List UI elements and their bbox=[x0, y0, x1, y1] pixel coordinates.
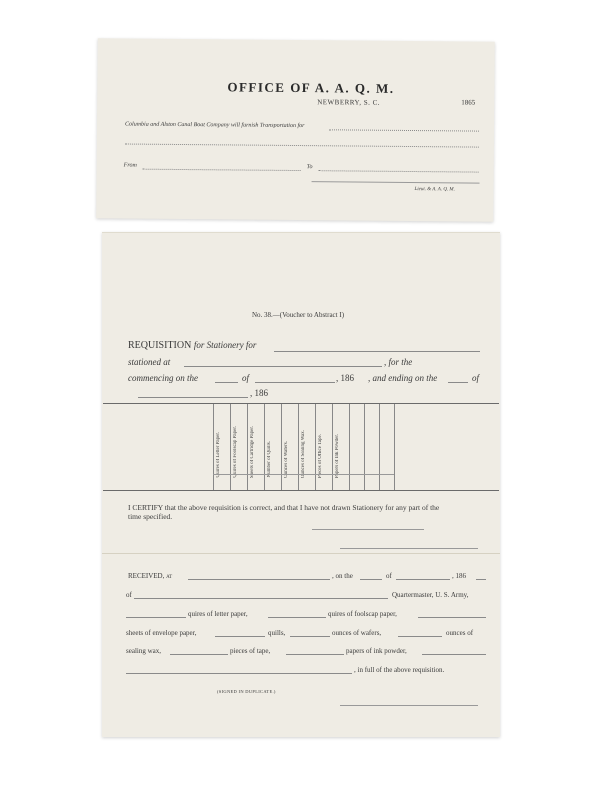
of-label: of bbox=[242, 373, 250, 383]
received-of-line: of bbox=[126, 591, 132, 599]
slip-place: NEWBERRY, S. C. bbox=[317, 98, 381, 107]
table-column bbox=[281, 404, 298, 490]
blank-line bbox=[215, 382, 238, 383]
requisition-line-1 bbox=[128, 340, 256, 351]
signed-duplicate-note: (SIGNED IN DUPLICATE.) bbox=[217, 689, 276, 694]
column-header: Quires of Foolscap Paper. bbox=[233, 426, 238, 478]
slip-to-label: To bbox=[306, 164, 313, 171]
column-header: Quires of Letter Paper. bbox=[216, 432, 221, 478]
blank-line bbox=[448, 382, 468, 383]
ending-label: , and ending on the bbox=[368, 373, 438, 383]
blank-line bbox=[396, 579, 450, 580]
column-header: Pieces of Office Tape. bbox=[318, 433, 323, 478]
slip-transport-line: Columbia and Alston Canal Boat Company will furnish Transportation for bbox=[125, 121, 305, 130]
blank-line bbox=[143, 169, 301, 171]
quills-label: quills, bbox=[268, 629, 286, 637]
full-requisition-label: , in full of the above requisition. bbox=[354, 666, 445, 674]
table-column bbox=[247, 404, 264, 490]
blank-line bbox=[255, 382, 335, 383]
table-column-blank bbox=[379, 404, 395, 490]
certify-text-2: time specified. bbox=[128, 512, 173, 521]
ounces-label: ounces of bbox=[446, 629, 474, 637]
blank-line bbox=[476, 579, 486, 580]
blank-line bbox=[360, 579, 382, 580]
column-header: Ounces of Sealing Wax. bbox=[301, 429, 306, 478]
year-label: , 186 bbox=[336, 373, 354, 383]
column-header: Ounces of Wafers. bbox=[284, 441, 289, 478]
table-column bbox=[264, 404, 281, 490]
table-total-row bbox=[213, 474, 394, 475]
tape-label: pieces of tape, bbox=[230, 647, 271, 655]
column-header: Papers of Ink Powder. bbox=[335, 433, 340, 478]
year-label-2: , 186 bbox=[250, 388, 268, 398]
table-column bbox=[332, 404, 349, 490]
received-year-label: , 186 bbox=[452, 572, 466, 580]
table-column-blank bbox=[364, 404, 379, 490]
requisition-form bbox=[102, 232, 500, 737]
fold-crease bbox=[102, 553, 500, 554]
blank-line bbox=[170, 654, 228, 655]
blank-line bbox=[329, 129, 479, 131]
table-column bbox=[213, 404, 230, 490]
signature-line bbox=[312, 529, 424, 530]
blank-line bbox=[418, 617, 486, 618]
blank-line bbox=[398, 636, 442, 637]
column-header: Number of Quills. bbox=[267, 441, 272, 478]
slip-title: OFFICE OF A. A. Q. M. bbox=[227, 79, 395, 96]
table-column bbox=[230, 404, 247, 490]
blank-line bbox=[422, 654, 486, 655]
certify-text: I CERTIFY that the above requisition is correct, and that I have not drawn Stationery for any part of the bbox=[128, 503, 440, 512]
blank-line bbox=[215, 636, 265, 637]
blank-line bbox=[274, 351, 480, 352]
quires-foolscap-label: quires of foolscap paper, bbox=[328, 610, 397, 618]
signature-line-3 bbox=[340, 705, 478, 706]
requisition-lead: REQUISITION bbox=[128, 340, 192, 351]
form-number: No. 38.—(Voucher to Abstract I) bbox=[252, 311, 345, 319]
blank-line bbox=[125, 144, 479, 148]
stationed-at-label: stationed at bbox=[128, 357, 171, 367]
voucher-slip bbox=[96, 38, 495, 221]
blank-line bbox=[184, 366, 382, 367]
sealing-label: sealing wax, bbox=[126, 647, 161, 655]
blank-line bbox=[188, 579, 330, 580]
quartermaster-label: Quartermaster, U. S. Army, bbox=[392, 591, 469, 599]
slip-year: 1865 bbox=[461, 98, 476, 107]
signature-line bbox=[312, 181, 480, 183]
table-column bbox=[315, 404, 332, 490]
received-label: RECEIVED, at bbox=[128, 572, 173, 580]
for-the-label: , for the bbox=[384, 357, 413, 367]
requisition-line-3: commencing on the bbox=[128, 373, 198, 383]
column-header: Sheets of Cartridge Paper. bbox=[250, 425, 255, 478]
blank-line bbox=[134, 598, 388, 599]
blank-line bbox=[290, 636, 330, 637]
received-line bbox=[128, 572, 172, 580]
blank-line bbox=[126, 673, 352, 674]
requisition-for-stationery: for Stationery for bbox=[193, 340, 257, 350]
blank-line bbox=[138, 397, 248, 398]
table-column-blank bbox=[349, 404, 364, 490]
blank-line bbox=[126, 617, 186, 618]
blank-line bbox=[268, 617, 326, 618]
quires-letter-label: quires of letter paper, bbox=[188, 610, 248, 618]
table-column bbox=[298, 404, 315, 490]
of-label-2: of bbox=[472, 373, 480, 383]
envelope-label: sheets of envelope paper, bbox=[126, 629, 197, 637]
received-on-label: , on the bbox=[332, 572, 353, 580]
blank-line bbox=[319, 170, 479, 172]
wafers-label: ounces of wafers, bbox=[332, 629, 382, 637]
requisition-line-2 bbox=[128, 357, 170, 367]
stationery-table bbox=[103, 403, 499, 491]
slip-from-label: From bbox=[123, 162, 137, 169]
ink-label: papers of ink powder, bbox=[346, 647, 407, 655]
blank-line bbox=[286, 654, 344, 655]
signature-line-2 bbox=[340, 548, 478, 549]
received-of-label: of bbox=[386, 572, 392, 580]
slip-signature-title: Lieut. & A. A. Q. M. bbox=[414, 187, 455, 193]
